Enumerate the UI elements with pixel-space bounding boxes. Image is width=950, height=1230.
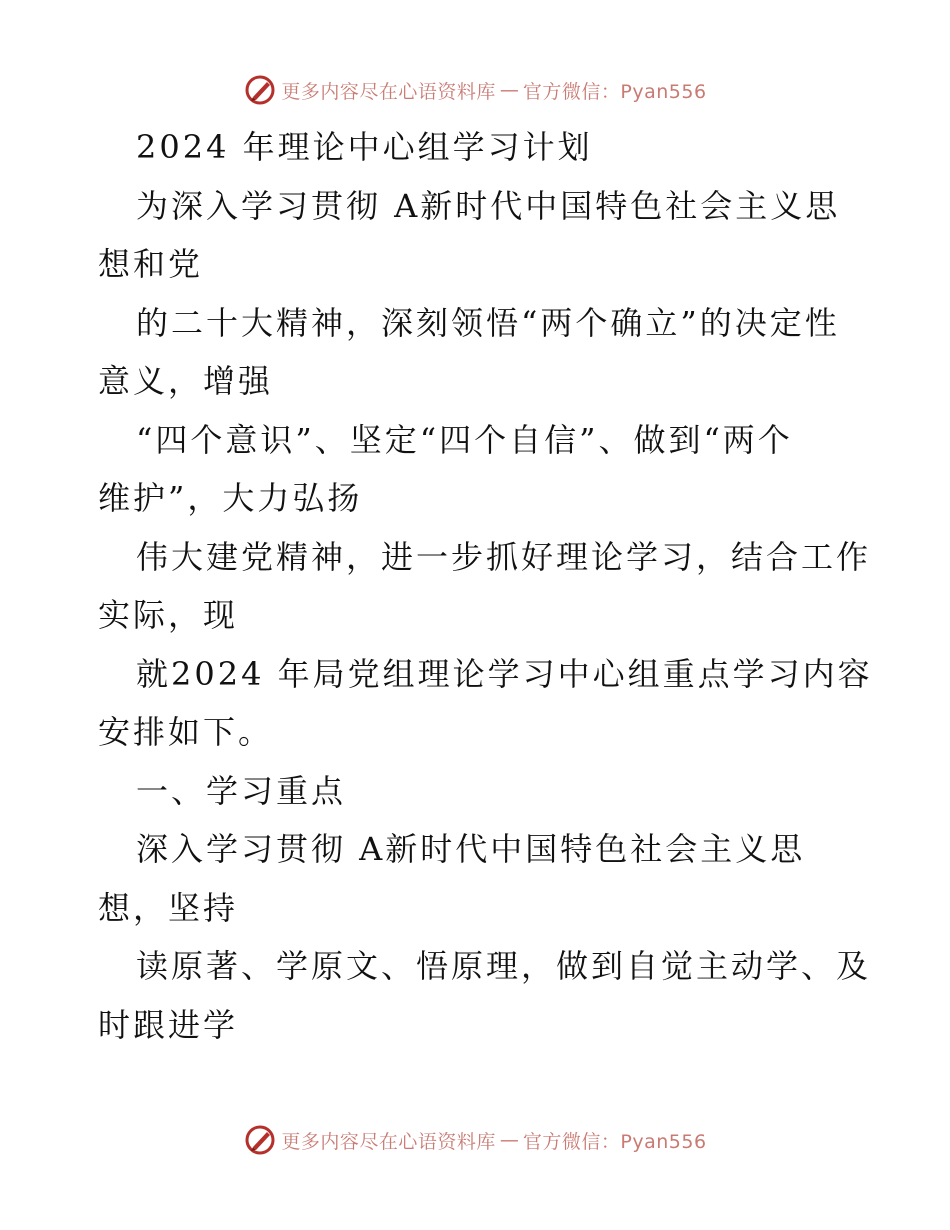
section-heading: 一、学习重点 (136, 771, 347, 810)
doc-line: 读原著、学原文、悟原理，做到自觉主动学、及 (136, 947, 872, 985)
doc-line: 就2024 年局党组理论学习中心组重点学习内容 (136, 654, 873, 693)
watermark-separator: — (499, 79, 519, 101)
doc-line: 想和党 (98, 245, 204, 283)
doc-line: 伟大建党精神，进一步抓好理论学习，结合工作 (136, 537, 872, 576)
doc-line: “四个意识”、坚定“四个自信”、做到“两个 (136, 420, 793, 459)
watermark-text: 更多内容尽在心语资料库 (281, 1130, 496, 1153)
doc-title: 2024 年理论中心组学习计划 (136, 128, 593, 166)
doc-line: 实际，现 (98, 596, 239, 634)
doc-line: 时跟进学 (98, 1005, 239, 1044)
document-body (98, 118, 873, 1054)
doc-line: 意义，增强 (98, 362, 274, 400)
watermark-separator: — (499, 1129, 519, 1151)
doc-line: 想，坚持 (98, 888, 239, 927)
watermark-suffix: 官方微信：Pyan556 (522, 1130, 707, 1153)
header-watermark (0, 70, 950, 110)
watermark-suffix: 官方微信：Pyan556 (522, 80, 707, 103)
doc-line: 的二十大精神，深刻领悟“两个确立”的决定性 (136, 303, 840, 342)
watermark-text: 更多内容尽在心语资料库 (281, 80, 496, 103)
doc-line: 为深入学习贯彻 A新时代中国特色社会主义思 (136, 186, 841, 225)
footer-watermark (0, 1120, 950, 1160)
pen-circle-logo-icon (243, 73, 277, 107)
doc-line: 维护”，大力弘扬 (98, 479, 363, 517)
doc-line: 安排如下。 (98, 713, 274, 751)
pen-circle-logo-icon (243, 1123, 277, 1157)
doc-line: 深入学习贯彻 A新时代中国特色社会主义思 (136, 830, 806, 868)
